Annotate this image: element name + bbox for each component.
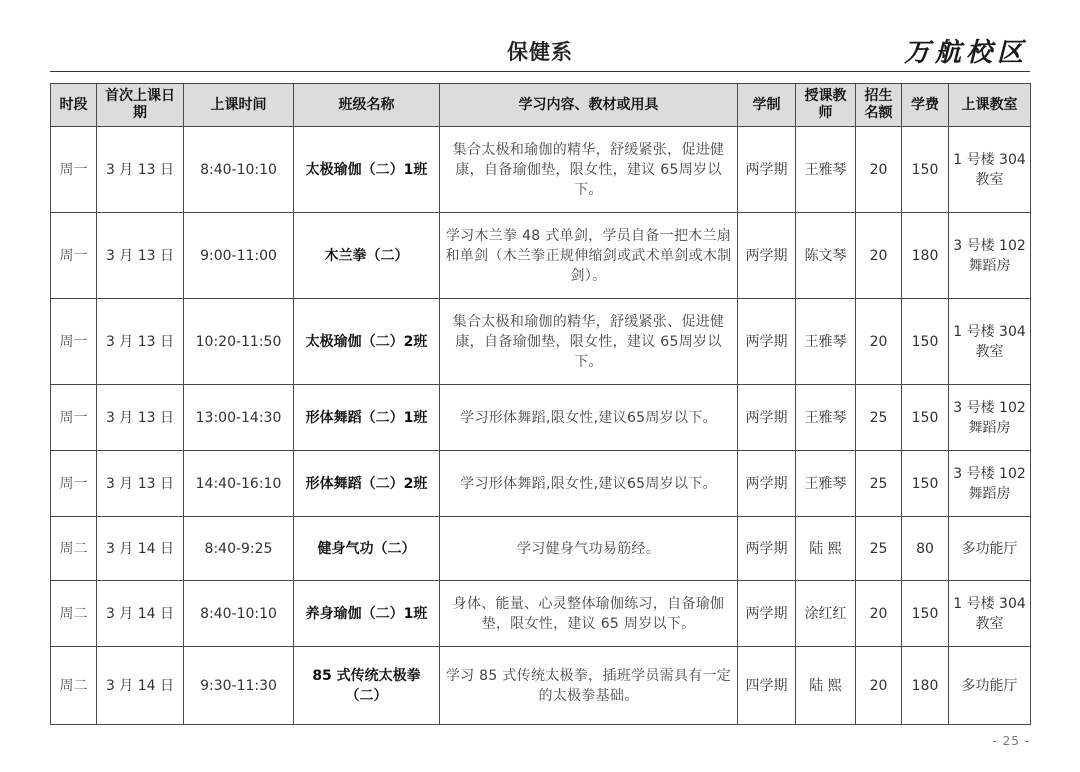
cell-quota: 20 (856, 127, 902, 213)
cell-quota: 20 (856, 647, 902, 725)
cell-room: 1 号楼 304 教室 (949, 299, 1031, 385)
cell-date: 3 月 13 日 (97, 127, 184, 213)
cell-room: 3 号楼 102 舞蹈房 (949, 385, 1031, 451)
header-term: 学制 (738, 84, 796, 127)
cell-fee: 150 (902, 127, 949, 213)
cell-term: 两学期 (738, 581, 796, 647)
cell-teacher: 陆 熙 (796, 647, 856, 725)
cell-date: 3 月 14 日 (97, 581, 184, 647)
cell-weekday: 周二 (51, 647, 97, 725)
header-weekday: 时段 (51, 84, 97, 127)
table-row (51, 517, 1031, 581)
cell-content: 身体、能量、心灵整体瑜伽练习，自备瑜伽垫，限女性，建议 65 周岁以下。 (440, 581, 738, 647)
cell-quota: 20 (856, 213, 902, 299)
cell-teacher: 王雅琴 (796, 299, 856, 385)
cell-room: 1 号楼 304 教室 (949, 127, 1031, 213)
cell-weekday: 周一 (51, 127, 97, 213)
cell-term: 两学期 (738, 213, 796, 299)
table-row (51, 647, 1031, 725)
cell-fee: 150 (902, 299, 949, 385)
cell-weekday: 周二 (51, 517, 97, 581)
cell-term: 两学期 (738, 127, 796, 213)
cell-teacher: 王雅琴 (796, 451, 856, 517)
cell-time: 9:30-11:30 (184, 647, 294, 725)
header-time: 上课时间 (184, 84, 294, 127)
cell-fee: 180 (902, 213, 949, 299)
cell-term: 两学期 (738, 451, 796, 517)
cell-quota: 25 (856, 451, 902, 517)
header-room: 上课教室 (949, 84, 1031, 127)
cell-fee: 80 (902, 517, 949, 581)
cell-content: 学习木兰拳 48 式单剑，学员自备一把木兰扇和单剑（木兰拳正规伸缩剑或武术单剑或木制剑）。 (440, 213, 738, 299)
campus-name: 万航校区 (903, 38, 1028, 68)
cell-class-name: 养身瑜伽（二）1班 (294, 581, 440, 647)
header-content: 学习内容、教材或用具 (440, 84, 738, 127)
cell-time: 8:40-10:10 (184, 581, 294, 647)
cell-weekday: 周一 (51, 451, 97, 517)
cell-quota: 25 (856, 517, 902, 581)
cell-time: 8:40-10:10 (184, 127, 294, 213)
table-row (51, 299, 1031, 385)
table-row (51, 385, 1031, 451)
cell-class-name: 85 式传统太极拳（二） (294, 647, 440, 725)
header-first-date: 首次上课日期 (97, 84, 184, 127)
cell-weekday: 周二 (51, 581, 97, 647)
cell-fee: 150 (902, 385, 949, 451)
cell-room: 3 号楼 102 舞蹈房 (949, 451, 1031, 517)
cell-room: 多功能厅 (949, 517, 1031, 581)
cell-term: 两学期 (738, 517, 796, 581)
cell-quota: 20 (856, 581, 902, 647)
header-quota: 招生名额 (856, 84, 902, 127)
cell-time: 10:20-11:50 (184, 299, 294, 385)
cell-content: 学习 85 式传统太极拳，插班学员需具有一定的太极拳基础。 (440, 647, 738, 725)
table-header-row (51, 84, 1031, 127)
cell-time: 13:00-14:30 (184, 385, 294, 451)
cell-date: 3 月 13 日 (97, 451, 184, 517)
cell-teacher: 陆 熙 (796, 517, 856, 581)
header-class-name: 班级名称 (294, 84, 440, 127)
cell-room: 多功能厅 (949, 647, 1031, 725)
cell-fee: 150 (902, 581, 949, 647)
cell-term: 两学期 (738, 299, 796, 385)
cell-fee: 150 (902, 451, 949, 517)
cell-quota: 20 (856, 299, 902, 385)
cell-class-name: 健身气功（二） (294, 517, 440, 581)
cell-class-name: 木兰拳（二） (294, 213, 440, 299)
table-row (51, 127, 1031, 213)
cell-teacher: 陈文琴 (796, 213, 856, 299)
cell-weekday: 周一 (51, 299, 97, 385)
cell-date: 3 月 14 日 (97, 517, 184, 581)
cell-date: 3 月 13 日 (97, 385, 184, 451)
table-row (51, 451, 1031, 517)
table-row (51, 213, 1031, 299)
cell-content: 学习形体舞蹈,限女性,建议65周岁以下。 (440, 451, 738, 517)
cell-room: 1 号楼 304 教室 (949, 581, 1031, 647)
cell-teacher: 王雅琴 (796, 127, 856, 213)
cell-fee: 180 (902, 647, 949, 725)
cell-quota: 25 (856, 385, 902, 451)
page-title: 保健系 (507, 40, 573, 64)
cell-class-name: 形体舞蹈（二）1班 (294, 385, 440, 451)
course-schedule-table (50, 83, 1031, 725)
cell-time: 14:40-16:10 (184, 451, 294, 517)
cell-time: 8:40-9:25 (184, 517, 294, 581)
cell-date: 3 月 14 日 (97, 647, 184, 725)
header-fee: 学费 (902, 84, 949, 127)
cell-date: 3 月 13 日 (97, 213, 184, 299)
header-divider (50, 71, 1030, 72)
cell-content: 学习形体舞蹈,限女性,建议65周岁以下。 (440, 385, 738, 451)
cell-content: 学习健身气功易筋经。 (440, 517, 738, 581)
cell-teacher: 涂红红 (796, 581, 856, 647)
cell-content: 集合太极和瑜伽的精华，舒缓紧张，促进健康，自备瑜伽垫，限女性，建议 65周岁以下。 (440, 127, 738, 213)
cell-term: 四学期 (738, 647, 796, 725)
cell-content: 集合太极和瑜伽的精华，舒缓紧张、促进健康，自备瑜伽垫，限女性，建议 65周岁以下。 (440, 299, 738, 385)
cell-teacher: 王雅琴 (796, 385, 856, 451)
table-row (51, 581, 1031, 647)
cell-room: 3 号楼 102 舞蹈房 (949, 213, 1031, 299)
cell-weekday: 周一 (51, 213, 97, 299)
cell-term: 两学期 (738, 385, 796, 451)
page-number: - 25 - (992, 734, 1030, 748)
cell-date: 3 月 13 日 (97, 299, 184, 385)
cell-class-name: 形体舞蹈（二）2班 (294, 451, 440, 517)
cell-time: 9:00-11:00 (184, 213, 294, 299)
cell-class-name: 太极瑜伽（二）1班 (294, 127, 440, 213)
cell-weekday: 周一 (51, 385, 97, 451)
header-teacher: 授课教师 (796, 84, 856, 127)
cell-class-name: 太极瑜伽（二）2班 (294, 299, 440, 385)
